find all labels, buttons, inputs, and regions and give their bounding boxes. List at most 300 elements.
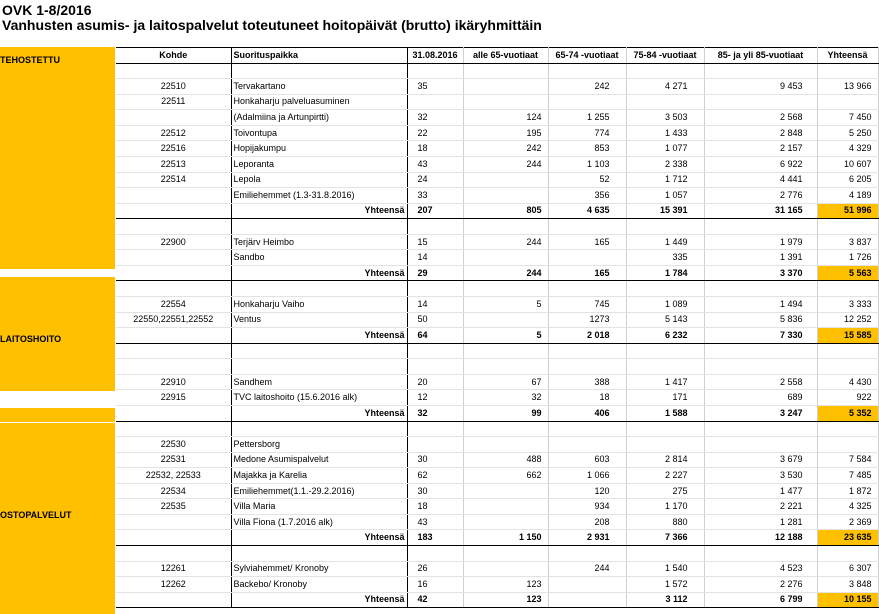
date-value-cell: 29 (407, 265, 463, 281)
age65-74-cell: 244 (548, 561, 626, 577)
kohde-cell (116, 281, 231, 297)
age85plus-cell: 2 157 (704, 141, 817, 157)
total-cell: 10 607 (817, 156, 878, 172)
suorituspaikka-cell (231, 219, 407, 235)
age65-74-cell: 1273 (548, 312, 626, 328)
total-cell: 10 155 (817, 592, 878, 608)
total-cell: 4 325 (817, 499, 878, 515)
age75-84-cell (626, 94, 704, 110)
age65-74-cell: 4 635 (548, 203, 626, 219)
age75-84-cell (626, 421, 704, 437)
category-block-ostopalvelut (0, 423, 115, 614)
total-cell (817, 63, 878, 79)
date-value-cell: 15 (407, 234, 463, 250)
date-value-cell (407, 219, 463, 235)
under65-cell (463, 79, 548, 95)
table-row (116, 110, 878, 126)
table-row (116, 452, 878, 468)
age65-74-cell: 853 (548, 141, 626, 157)
kohde-cell (116, 203, 231, 219)
under65-cell: 123 (463, 592, 548, 608)
date-value-cell: 18 (407, 141, 463, 157)
kohde-cell: 22510 (116, 79, 231, 95)
under65-cell: 662 (463, 468, 548, 484)
under65-cell: 99 (463, 405, 548, 421)
total-cell: 15 585 (817, 328, 878, 344)
header-85plus: 85- ja yli 85-vuotiaat (704, 48, 817, 64)
date-value-cell (407, 63, 463, 79)
under65-cell: 244 (463, 156, 548, 172)
suorituspaikka-cell: Villa Fiona (1.7.2016 alk) (231, 514, 407, 530)
table-row (116, 297, 878, 313)
under65-cell: 805 (463, 203, 548, 219)
total-cell: 4 430 (817, 374, 878, 390)
category-label-ostopalvelut: OSTOPALVELUT (0, 510, 72, 520)
spacer-row (116, 343, 878, 359)
date-value-cell: 14 (407, 250, 463, 266)
table-row (116, 514, 878, 530)
date-value-cell: 20 (407, 374, 463, 390)
under65-cell: 244 (463, 265, 548, 281)
age85plus-cell: 1 494 (704, 297, 817, 313)
kohde-cell (116, 250, 231, 266)
age75-84-cell: 1 588 (626, 405, 704, 421)
table-row (116, 468, 878, 484)
age75-84-cell: 275 (626, 483, 704, 499)
age75-84-cell: 1 170 (626, 499, 704, 515)
total-cell: 1 872 (817, 483, 878, 499)
under65-cell (463, 172, 548, 188)
date-value-cell (407, 281, 463, 297)
age65-74-cell: 745 (548, 297, 626, 313)
under65-cell: 488 (463, 452, 548, 468)
date-value-cell: 32 (407, 110, 463, 126)
suorituspaikka-cell: Yhteensä (231, 405, 407, 421)
age65-74-cell: 52 (548, 172, 626, 188)
age85plus-cell: 31 165 (704, 203, 817, 219)
age65-74-cell: 603 (548, 452, 626, 468)
age85plus-cell: 7 330 (704, 328, 817, 344)
age65-74-cell: 165 (548, 265, 626, 281)
date-value-cell: 43 (407, 156, 463, 172)
suorituspaikka-cell: Yhteensä (231, 265, 407, 281)
age75-84-cell: 2 338 (626, 156, 704, 172)
age65-74-cell: 1 066 (548, 468, 626, 484)
table-row (116, 312, 878, 328)
table-row (116, 437, 878, 453)
suorituspaikka-cell: Sandbo (231, 250, 407, 266)
kohde-cell: 22915 (116, 390, 231, 406)
spacer-row (116, 359, 878, 375)
total-cell (817, 343, 878, 359)
total-cell: 6 205 (817, 172, 878, 188)
kohde-cell (116, 188, 231, 204)
under65-cell (463, 359, 548, 375)
age85plus-cell: 12 188 (704, 530, 817, 546)
age75-84-cell (626, 343, 704, 359)
date-value-cell (407, 546, 463, 562)
total-cell: 3 837 (817, 234, 878, 250)
age65-74-cell (548, 546, 626, 562)
age85plus-cell: 1 979 (704, 234, 817, 250)
age75-84-cell: 2 814 (626, 452, 704, 468)
table-row (116, 499, 878, 515)
age65-74-cell: 120 (548, 483, 626, 499)
under65-cell: 32 (463, 390, 548, 406)
date-value-cell (407, 94, 463, 110)
under65-cell (463, 63, 548, 79)
date-value-cell: 35 (407, 79, 463, 95)
age65-74-cell: 165 (548, 234, 626, 250)
header-65-74: 65-74 -vuotiaat (548, 48, 626, 64)
category-label-laitoshoito: LAITOSHOITO (0, 334, 62, 344)
under65-cell: 5 (463, 328, 548, 344)
under65-cell: 244 (463, 234, 548, 250)
total-cell: 12 252 (817, 312, 878, 328)
age65-74-cell (548, 577, 626, 593)
age85plus-cell: 3 530 (704, 468, 817, 484)
under65-cell: 195 (463, 125, 548, 141)
suorituspaikka-cell: Emiliehemmet (1.3-31.8.2016) (231, 188, 407, 204)
suorituspaikka-cell (231, 63, 407, 79)
suorituspaikka-cell: Tervakartano (231, 79, 407, 95)
kohde-cell: 22910 (116, 374, 231, 390)
under65-cell: 67 (463, 374, 548, 390)
header-kohde: Kohde (116, 48, 231, 64)
age75-84-cell (626, 437, 704, 453)
age65-74-cell (548, 592, 626, 608)
age85plus-cell: 3 247 (704, 405, 817, 421)
category-block-tehostettu (0, 47, 115, 269)
age75-84-cell: 1 712 (626, 172, 704, 188)
date-value-cell: 183 (407, 530, 463, 546)
category-label-tehostettu: TEHOSTETTU (0, 55, 60, 65)
header-date: 31.08.2016 (407, 48, 463, 64)
under65-cell: 242 (463, 141, 548, 157)
date-value-cell (407, 343, 463, 359)
date-value-cell: 43 (407, 514, 463, 530)
age85plus-cell (704, 94, 817, 110)
total-cell: 13 966 (817, 79, 878, 95)
date-value-cell: 22 (407, 125, 463, 141)
table-row (116, 172, 878, 188)
age75-84-cell: 1 417 (626, 374, 704, 390)
total-cell: 922 (817, 390, 878, 406)
age75-84-cell: 1 089 (626, 297, 704, 313)
age85plus-cell: 3 370 (704, 265, 817, 281)
header-suorituspaikka: Suorituspaikka (231, 48, 407, 64)
age85plus-cell: 1 391 (704, 250, 817, 266)
kohde-cell: 22534 (116, 483, 231, 499)
under65-cell: 124 (463, 110, 548, 126)
age85plus-cell: 6 799 (704, 592, 817, 608)
date-value-cell (407, 437, 463, 453)
age65-74-cell: 208 (548, 514, 626, 530)
age75-84-cell: 1 057 (626, 188, 704, 204)
category-block-tehostettu-2 (0, 277, 115, 285)
under65-cell (463, 499, 548, 515)
age65-74-cell: 18 (548, 390, 626, 406)
table-row (116, 125, 878, 141)
date-value-cell: 64 (407, 328, 463, 344)
suorituspaikka-cell: Leporanta (231, 156, 407, 172)
spacer-row (116, 281, 878, 297)
table-row (116, 250, 878, 266)
spacer-row (116, 421, 878, 437)
total-row (116, 203, 878, 219)
under65-cell (463, 483, 548, 499)
age65-74-cell: 406 (548, 405, 626, 421)
total-cell: 6 307 (817, 561, 878, 577)
age75-84-cell: 3 112 (626, 592, 704, 608)
total-row (116, 265, 878, 281)
age85plus-cell: 2 568 (704, 110, 817, 126)
age85plus-cell: 2 221 (704, 499, 817, 515)
age65-74-cell: 242 (548, 79, 626, 95)
suorituspaikka-cell: Yhteensä (231, 592, 407, 608)
kohde-cell (116, 546, 231, 562)
age65-74-cell: 934 (548, 499, 626, 515)
header-total: Yhteensä (817, 48, 878, 64)
table-body (116, 63, 878, 608)
total-cell (817, 437, 878, 453)
total-cell: 5 352 (817, 405, 878, 421)
under65-cell (463, 188, 548, 204)
age75-84-cell (626, 281, 704, 297)
suorituspaikka-cell (231, 421, 407, 437)
under65-cell (463, 514, 548, 530)
age75-84-cell: 1 572 (626, 577, 704, 593)
suorituspaikka-cell: Yhteensä (231, 530, 407, 546)
suorituspaikka-cell: Sylviahemmet/ Kronoby (231, 561, 407, 577)
date-value-cell: 42 (407, 592, 463, 608)
table-row (116, 188, 878, 204)
total-cell: 1 726 (817, 250, 878, 266)
kohde-cell: 22900 (116, 234, 231, 250)
date-value-cell: 12 (407, 390, 463, 406)
spacer-row (116, 546, 878, 562)
total-cell: 5 250 (817, 125, 878, 141)
age65-74-cell: 2 931 (548, 530, 626, 546)
kohde-cell: 12261 (116, 561, 231, 577)
category-block-laitoshoito-2 (0, 408, 115, 422)
table-row (116, 79, 878, 95)
age85plus-cell (704, 281, 817, 297)
suorituspaikka-cell: (Adalmiina ja Artunpirtti) (231, 110, 407, 126)
age75-84-cell: 6 232 (626, 328, 704, 344)
age65-74-cell: 2 018 (548, 328, 626, 344)
under65-cell (463, 421, 548, 437)
total-cell (817, 281, 878, 297)
age75-84-cell: 5 143 (626, 312, 704, 328)
age85plus-cell (704, 219, 817, 235)
under65-cell (463, 546, 548, 562)
suorituspaikka-cell: Sandhem (231, 374, 407, 390)
age65-74-cell (548, 421, 626, 437)
total-cell (817, 359, 878, 375)
age85plus-cell: 2 848 (704, 125, 817, 141)
age85plus-cell: 9 453 (704, 79, 817, 95)
kohde-cell: 22532, 22533 (116, 468, 231, 484)
table-header-row (116, 48, 878, 64)
age65-74-cell (548, 343, 626, 359)
under65-cell (463, 250, 548, 266)
suorituspaikka-cell (231, 343, 407, 359)
age65-74-cell: 774 (548, 125, 626, 141)
age75-84-cell: 171 (626, 390, 704, 406)
table-row (116, 561, 878, 577)
age65-74-cell (548, 281, 626, 297)
total-row (116, 592, 878, 608)
suorituspaikka-cell: Yhteensä (231, 328, 407, 344)
kohde-cell (116, 219, 231, 235)
kohde-cell (116, 110, 231, 126)
suorituspaikka-cell: Emiliehemmet(1.1.-29.2.2016) (231, 483, 407, 499)
table-row (116, 94, 878, 110)
age75-84-cell: 1 077 (626, 141, 704, 157)
suorituspaikka-cell (231, 359, 407, 375)
spacer-row (116, 63, 878, 79)
total-row (116, 405, 878, 421)
date-value-cell: 62 (407, 468, 463, 484)
age75-84-cell (626, 219, 704, 235)
kohde-cell (116, 328, 231, 344)
date-value-cell (407, 359, 463, 375)
kohde-cell: 22514 (116, 172, 231, 188)
age85plus-cell (704, 343, 817, 359)
suorituspaikka-cell: Toivontupa (231, 125, 407, 141)
table-row (116, 141, 878, 157)
date-value-cell: 24 (407, 172, 463, 188)
under65-cell: 5 (463, 297, 548, 313)
date-value-cell: 18 (407, 499, 463, 515)
suorituspaikka-cell: Majakka ja Karelia (231, 468, 407, 484)
date-value-cell: 30 (407, 483, 463, 499)
date-value-cell (407, 421, 463, 437)
kohde-cell (116, 405, 231, 421)
age65-74-cell (548, 63, 626, 79)
age65-74-cell (548, 94, 626, 110)
age65-74-cell: 388 (548, 374, 626, 390)
table-row (116, 483, 878, 499)
category-block-laitoshoito (0, 285, 115, 391)
suorituspaikka-cell: Villa Maria (231, 499, 407, 515)
suorituspaikka-cell: Medone Asumispalvelut (231, 452, 407, 468)
total-cell: 3 333 (817, 297, 878, 313)
kohde-cell: 22511 (116, 94, 231, 110)
date-value-cell: 30 (407, 452, 463, 468)
age85plus-cell: 4 441 (704, 172, 817, 188)
kohde-cell: 22550,22551,22552 (116, 312, 231, 328)
total-cell: 2 369 (817, 514, 878, 530)
under65-cell (463, 219, 548, 235)
kohde-cell: 22554 (116, 297, 231, 313)
table-row (116, 234, 878, 250)
age75-84-cell: 3 503 (626, 110, 704, 126)
total-row (116, 530, 878, 546)
header-under65: alle 65-vuotiaat (463, 48, 548, 64)
header-75-84: 75-84 -vuotiaat (626, 48, 704, 64)
age75-84-cell: 1 784 (626, 265, 704, 281)
hoitopaivat-table (116, 47, 879, 608)
suorituspaikka-cell (231, 546, 407, 562)
age75-84-cell: 1 449 (626, 234, 704, 250)
age85plus-cell: 2 776 (704, 188, 817, 204)
age85plus-cell (704, 359, 817, 375)
page-subtitle: Vanhusten asumis- ja laitospalvelut toteutuneet hoitopäivät (brutto) ikäryhmittäin (2, 17, 542, 33)
age85plus-cell (704, 63, 817, 79)
total-cell: 4 189 (817, 188, 878, 204)
date-value-cell: 14 (407, 297, 463, 313)
total-cell: 4 329 (817, 141, 878, 157)
total-cell: 3 848 (817, 577, 878, 593)
age85plus-cell: 2 558 (704, 374, 817, 390)
age65-74-cell (548, 219, 626, 235)
age65-74-cell: 1 255 (548, 110, 626, 126)
age75-84-cell (626, 359, 704, 375)
under65-cell (463, 312, 548, 328)
kohde-cell (116, 514, 231, 530)
suorituspaikka-cell (231, 281, 407, 297)
age75-84-cell (626, 63, 704, 79)
kohde-cell: 22530 (116, 437, 231, 453)
date-value-cell: 33 (407, 188, 463, 204)
table-row (116, 390, 878, 406)
total-cell: 5 563 (817, 265, 878, 281)
age85plus-cell (704, 437, 817, 453)
age65-74-cell: 356 (548, 188, 626, 204)
age65-74-cell (548, 359, 626, 375)
total-cell (817, 421, 878, 437)
age75-84-cell: 4 271 (626, 79, 704, 95)
kohde-cell: 22512 (116, 125, 231, 141)
age85plus-cell: 4 523 (704, 561, 817, 577)
age85plus-cell: 5 836 (704, 312, 817, 328)
total-cell: 23 635 (817, 530, 878, 546)
kohde-cell: 22513 (116, 156, 231, 172)
total-cell (817, 94, 878, 110)
age85plus-cell: 1 477 (704, 483, 817, 499)
age85plus-cell (704, 421, 817, 437)
age75-84-cell: 1 433 (626, 125, 704, 141)
suorituspaikka-cell: Lepola (231, 172, 407, 188)
date-value-cell: 32 (407, 405, 463, 421)
age75-84-cell: 15 391 (626, 203, 704, 219)
under65-cell (463, 561, 548, 577)
date-value-cell: 16 (407, 577, 463, 593)
under65-cell: 123 (463, 577, 548, 593)
age85plus-cell (704, 546, 817, 562)
age65-74-cell: 1 103 (548, 156, 626, 172)
kohde-cell: 22516 (116, 141, 231, 157)
age75-84-cell: 2 227 (626, 468, 704, 484)
age85plus-cell: 3 679 (704, 452, 817, 468)
age75-84-cell: 7 366 (626, 530, 704, 546)
age75-84-cell: 335 (626, 250, 704, 266)
under65-cell: 1 150 (463, 530, 548, 546)
table-row (116, 156, 878, 172)
suorituspaikka-cell: Pettersborg (231, 437, 407, 453)
total-cell (817, 546, 878, 562)
suorituspaikka-cell: Yhteensä (231, 203, 407, 219)
age85plus-cell: 6 922 (704, 156, 817, 172)
suorituspaikka-cell: TVC laitoshoito (15.6.2016 alk) (231, 390, 407, 406)
age65-74-cell (548, 437, 626, 453)
table-row (116, 577, 878, 593)
total-cell: 7 450 (817, 110, 878, 126)
kohde-cell (116, 592, 231, 608)
table-row (116, 374, 878, 390)
